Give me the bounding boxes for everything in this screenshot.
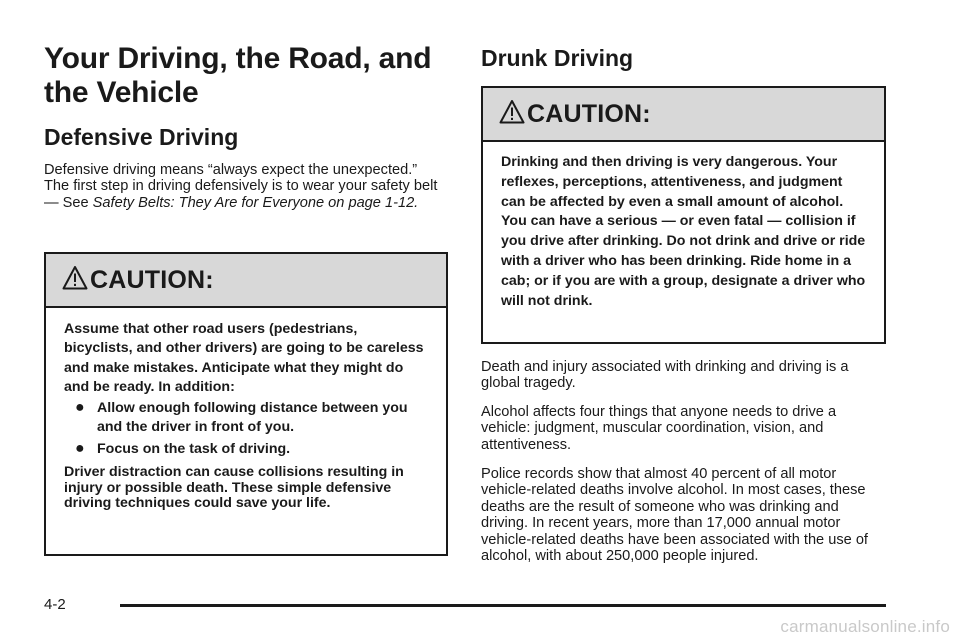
warning-triangle-icon bbox=[499, 99, 525, 125]
paragraph-police-records: Police records show that almost 40 percent of all motor vehicle-related deaths involve alcohol. In most cases, these deaths are the result of someone who was drinking and driving. In recent years, more than 17,000 annual motor vehicle-related deaths have been associated with the use of alcohol, with about 250,000 people injured. bbox=[481, 466, 868, 565]
caution-bullet-list bbox=[64, 399, 428, 459]
warning-triangle-icon bbox=[62, 265, 88, 291]
caution-box-drunk-driving bbox=[481, 86, 886, 344]
intro-text: Defensive driving means “always expect the unexpected.” The first step in driving defensively is to wear your safety belt — See bbox=[44, 162, 438, 211]
caution-label: CAUTION: bbox=[527, 99, 651, 128]
caution-closing: Driver distraction can cause collisions resulting in injury or possible death. These simple defensive driving techniques could save your life. bbox=[64, 464, 404, 512]
section-heading-drunk-driving: Drunk Driving bbox=[481, 45, 634, 71]
caution-header bbox=[46, 254, 446, 308]
bullet-dot-icon: ● bbox=[75, 439, 85, 457]
caution-header bbox=[483, 88, 884, 142]
caution-lead: Assume that other road users (pedestrians, bicyclists, and other drivers) are going to be careless and make mistakes. Anticipate what they might do and be ready. In addition: bbox=[64, 321, 424, 395]
caution-body bbox=[46, 308, 446, 512]
bullet-item: ● Allow enough following distance between you and the driver in front of you. bbox=[75, 399, 408, 436]
caution-body bbox=[483, 142, 884, 311]
bullet-dot-icon: ● bbox=[75, 399, 85, 417]
caution-text: Drinking and then driving is very dangerous. Your reflexes, perceptions, attentiveness, and judgment can be affected by even a small amount of alcohol. You can have a serious — or even fatal — collision if you drive after drinking. Do not drink and drive or ride with a driver who has been drinking. Ride home in a cab; or if you are with a group, designate a driver who will not drink. bbox=[501, 154, 866, 309]
page-number: 4-2 bbox=[44, 596, 66, 613]
footer-rule bbox=[120, 604, 886, 607]
caution-box-defensive bbox=[44, 252, 448, 556]
safety-belts-reference-link[interactable]: Safety Belts: They Are for Everyone on page 1-12. bbox=[92, 194, 419, 211]
intro-paragraph bbox=[44, 162, 444, 211]
bullet-item: ● Focus on the task of driving. bbox=[75, 439, 291, 457]
watermark: carmanualsonline.info bbox=[780, 617, 950, 636]
paragraph-global-tragedy: Death and injury associated with drinking and driving is a global tragedy. bbox=[481, 359, 849, 392]
section-heading-defensive-driving: Defensive Driving bbox=[44, 124, 239, 150]
paragraph-alcohol-effects: Alcohol affects four things that anyone needs to drive a vehicle: judgment, muscular coordination, vision, and attentiveness. bbox=[481, 404, 837, 453]
page-title: Your Driving, the Road, and the Vehicle bbox=[44, 42, 432, 109]
caution-label: CAUTION: bbox=[90, 265, 214, 294]
